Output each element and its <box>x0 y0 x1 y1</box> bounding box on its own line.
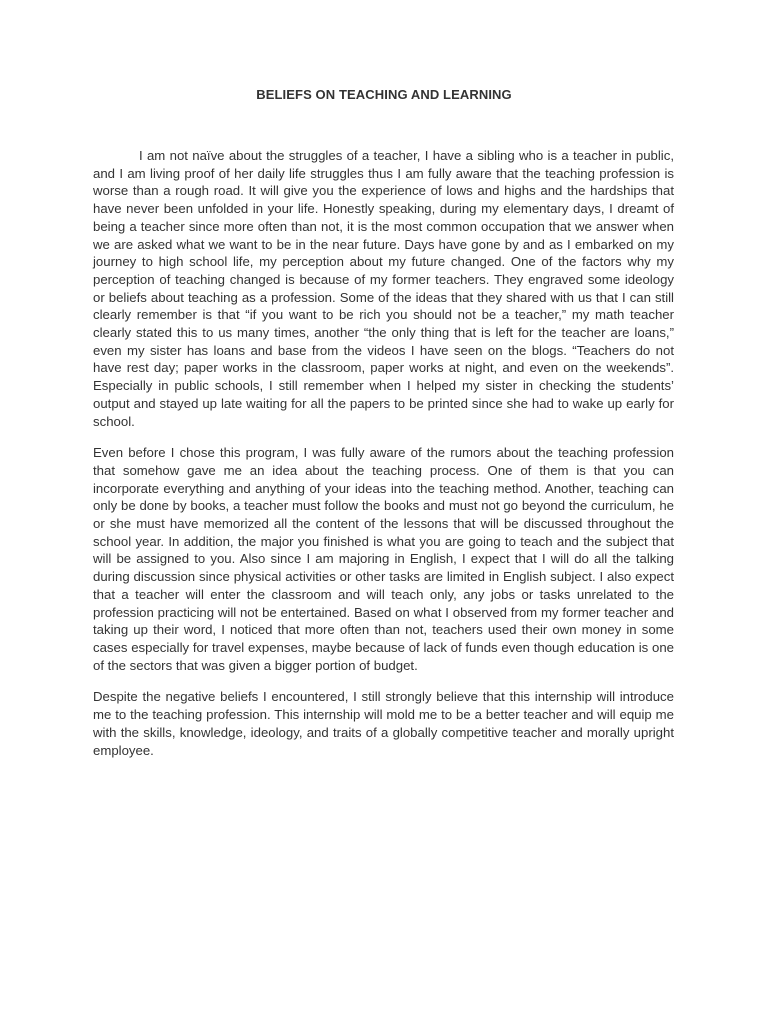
paragraph-3: Despite the negative beliefs I encountered, I still strongly believe that this internship will introduce me to the teaching profession. This internship will mold me to be a better teacher and will equip me with the skills, knowledge, ideology, and traits of a globally competitive teacher and morally upright employee. <box>93 689 674 758</box>
document-title: BELIEFS ON TEACHING AND LEARNING <box>256 87 512 102</box>
paragraph-1: I am not naïve about the struggles of a teacher, I have a sibling who is a teacher in public, and I am living proof of her daily life struggles thus I am fully aware that the teaching profession is worse than a rough road. It will give you the experience of lows and highs and the hardships that have never been unfolded in your life. Honestly speaking, during my elementary days, I dreamt of being a teacher since more often than not, it is the most common occupation that we answer when we are asked what we want to be in the near future. Days have gone by and as I embarked on my journey to high school life, my perception about my future changed. One of the factors why my perception of teaching changed is because of my former teachers. They engraved some ideology or beliefs about teaching as a profession. Some of the ideas that they shared with us that I can still clearly remember is that “if you want to be rich you should not be a teacher,” my math teacher clearly stated this to us many times, another “the only thing that is left for the teacher are loans,” even my sister has loans and base from the videos I have seen on the blogs. “Teachers do not have rest day; paper works in the classroom, paper works at night, and even on the weekends”. Especially in public schools, I still remember when I helped my sister in checking the students’ output and stayed up late waiting for all the papers to be printed since she had to wake up early for school. <box>93 148 674 429</box>
paragraph-2: Even before I chose this program, I was fully aware of the rumors about the teaching profession that somehow gave me an idea about the teaching process. One of them is that you can incorporate everything and anything of your ideas into the teaching method. Another, teaching can only be done by books, a teacher must follow the books and must not go beyond the curriculum, he or she must have memorized all the content of the lessons that will be discussed throughout the school year. In addition, the major you finished is what you are going to teach and the subject that will be assigned to you. Also since I am majoring in English, I expect that I will do all the talking during discussion since physical activities or other tasks are limited in English subject. I also expect that a teacher will enter the classroom and will teach only, any jobs or tasks unrelated to the profession practicing will not be entertained. Based on what I observed from my former teacher and taking up their word, I noticed that more often than not, teachers used their own money in some cases especially for travel expenses, maybe because of lack of funds even though education is one of the sectors that was given a bigger portion of budget. <box>93 445 674 673</box>
document-body <box>93 147 674 773</box>
